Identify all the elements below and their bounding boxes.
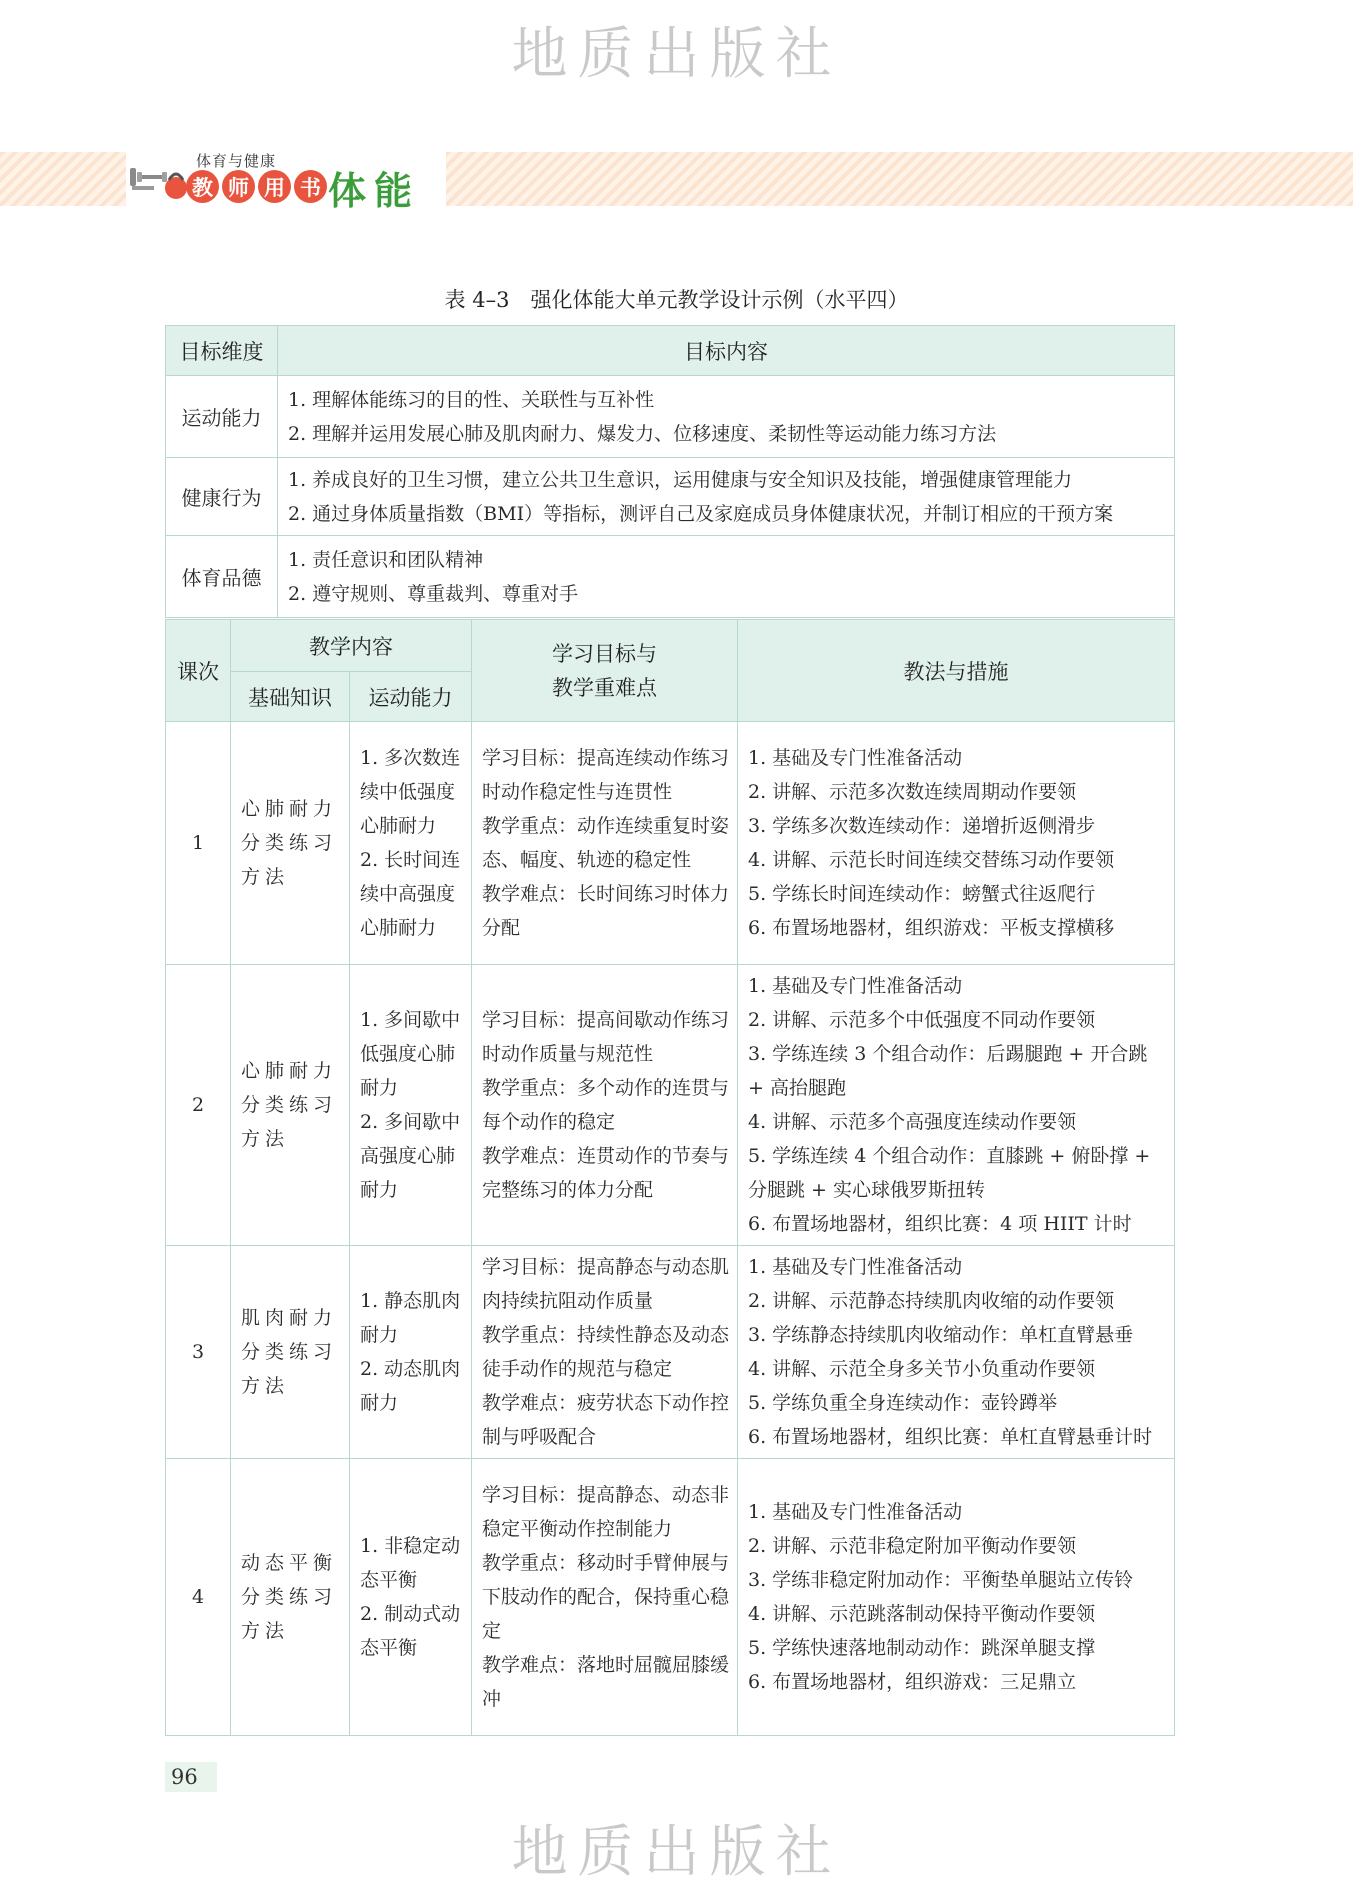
header-lesson: 课次 bbox=[166, 620, 231, 722]
publisher-watermark-bottom: 地质出版社 bbox=[511, 1820, 842, 1885]
goal-item: 1. 养成良好的卫生习惯，建立公共卫生意识，运用健康与安全知识及技能，增强健康管理能力 bbox=[288, 468, 1073, 491]
book-title: 体能 bbox=[328, 169, 421, 213]
header-method: 教法与措施 bbox=[738, 620, 1175, 722]
publisher-watermark-top: 地质出版社 bbox=[511, 22, 842, 87]
goal-item: 2. 通过身体质量指数（BMI）等指标，测评自己及家庭成员身体健康状况，并制订相应的干预方案 bbox=[288, 502, 1114, 525]
method-item: 4. 讲解、示范跳落制动保持平衡动作要领 bbox=[748, 1603, 1096, 1625]
goal-content bbox=[278, 536, 1175, 618]
method-item: 2. 讲解、示范静态持续肌肉收缩的动作要领 bbox=[748, 1290, 1115, 1312]
ability-item: 1. 多间歇中低强度心肺耐力 bbox=[360, 1009, 461, 1099]
header-basic-knowledge: 基础知识 bbox=[231, 672, 350, 722]
basic-knowledge: 动态平衡分类练习方法 bbox=[231, 1459, 350, 1736]
basic-knowledge: 心肺耐力分类练习方法 bbox=[231, 965, 350, 1246]
goal-line: 学习目标：提高静态、动态非稳定平衡动作控制能力 bbox=[482, 1484, 730, 1540]
header-motor-ability: 运动能力 bbox=[350, 672, 472, 722]
method-item: 3. 学练静态持续肌肉收缩动作：单杠直臂悬垂 bbox=[748, 1324, 1134, 1346]
teaching-method bbox=[738, 1246, 1175, 1459]
method-item: 3. 学练非稳定附加动作：平衡垫单腿站立传铃 bbox=[748, 1569, 1134, 1591]
goal-line: 学习目标：提高连续动作练习时动作稳定性与连贯性 bbox=[482, 747, 730, 803]
header-goal-content: 目标内容 bbox=[278, 326, 1175, 376]
method-item: 5. 学练连续 4 个组合动作：直膝跳 + 俯卧撑 + 分腿跳 + 实心球俄罗斯扭转 bbox=[748, 1145, 1151, 1201]
lesson-number: 2 bbox=[166, 965, 231, 1246]
method-item: 1. 基础及专门性准备活动 bbox=[748, 1256, 963, 1278]
table-row bbox=[166, 376, 1175, 458]
goal-item: 1. 责任意识和团队精神 bbox=[288, 548, 484, 571]
ability-item: 2. 长时间连续中高强度心肺耐力 bbox=[360, 849, 461, 939]
header-teaching-content: 教学内容 bbox=[231, 620, 472, 672]
method-item: 1. 基础及专门性准备活动 bbox=[748, 975, 963, 997]
goal-line: 教学重点：移动时手臂伸展与下肢动作的配合，保持重心稳定 bbox=[482, 1552, 730, 1642]
method-item: 4. 讲解、示范长时间连续交替练习动作要领 bbox=[748, 849, 1115, 871]
motor-ability bbox=[350, 1246, 472, 1459]
method-item: 4. 讲解、示范全身多关节小负重动作要领 bbox=[748, 1358, 1096, 1380]
method-item: 6. 布置场地器材，组织游戏：平板支撑横移 bbox=[748, 917, 1115, 939]
ability-item: 2. 制动式动态平衡 bbox=[360, 1603, 461, 1659]
series-subtitle: 体育与健康 bbox=[196, 152, 277, 170]
dumbbell-kettlebell-icon bbox=[128, 158, 188, 202]
table-row bbox=[166, 1459, 1175, 1736]
header-goal-dimension: 目标维度 bbox=[166, 326, 278, 376]
motor-ability bbox=[350, 1459, 472, 1736]
table-caption: 表 4–3 强化体能大单元教学设计示例（水平四） bbox=[444, 288, 909, 312]
motor-ability bbox=[350, 965, 472, 1246]
learning-goal bbox=[472, 1246, 738, 1459]
header-learning-goal: 学习目标与 教学重难点 bbox=[472, 620, 738, 722]
motor-ability bbox=[350, 722, 472, 965]
table-row bbox=[166, 536, 1175, 618]
ability-item: 1. 多次数连续中低强度心肺耐力 bbox=[360, 747, 461, 837]
goal-line: 学习目标：提高静态与动态肌肉持续抗阻动作质量 bbox=[482, 1256, 730, 1312]
teaching-method bbox=[738, 1459, 1175, 1736]
table-row bbox=[166, 1246, 1175, 1459]
ability-item: 1. 非稳定动态平衡 bbox=[360, 1535, 461, 1591]
ability-item: 2. 动态肌肉耐力 bbox=[360, 1358, 461, 1414]
page-number: 96 bbox=[165, 1762, 217, 1792]
method-item: 3. 学练连续 3 个组合动作：后踢腿跑 + 开合跳 + 高抬腿跑 bbox=[748, 1043, 1148, 1099]
table-row bbox=[166, 965, 1175, 1246]
method-item: 5. 学练负重全身连续动作：壶铃蹲举 bbox=[748, 1392, 1058, 1414]
goal-line: 教学重点：持续性静态及动态徒手动作的规范与稳定 bbox=[482, 1324, 730, 1380]
goal-item: 1. 理解体能练习的目的性、关联性与互补性 bbox=[288, 388, 655, 411]
table-row bbox=[166, 458, 1175, 536]
method-item: 1. 基础及专门性准备活动 bbox=[748, 1501, 963, 1523]
series-title-bubbles bbox=[186, 170, 327, 203]
method-item: 1. 基础及专门性准备活动 bbox=[748, 747, 963, 769]
learning-goal bbox=[472, 965, 738, 1246]
goal-content bbox=[278, 376, 1175, 458]
goal-dimension: 运动能力 bbox=[166, 376, 278, 458]
goal-line: 教学难点：连贯动作的节奏与完整练习的体力分配 bbox=[482, 1145, 730, 1201]
goal-dimension: 体育品德 bbox=[166, 536, 278, 618]
teaching-method bbox=[738, 722, 1175, 965]
goal-line: 教学重点：多个动作的连贯与每个动作的稳定 bbox=[482, 1077, 730, 1133]
method-item: 4. 讲解、示范多个高强度连续动作要领 bbox=[748, 1111, 1077, 1133]
teaching-method bbox=[738, 965, 1175, 1246]
goal-line: 教学难点：疲劳状态下动作控制与呼吸配合 bbox=[482, 1392, 730, 1448]
basic-knowledge: 肌肉耐力分类练习方法 bbox=[231, 1246, 350, 1459]
goal-item: 2. 理解并运用发展心肺及肌肉耐力、爆发力、位移速度、柔韧性等运动能力练习方法 bbox=[288, 422, 997, 445]
goal-line: 教学重点：动作连续重复时姿态、幅度、轨迹的稳定性 bbox=[482, 815, 730, 871]
goal-table bbox=[165, 325, 1175, 618]
method-item: 6. 布置场地器材，组织游戏：三足鼎立 bbox=[748, 1671, 1077, 1693]
lesson-number: 1 bbox=[166, 722, 231, 965]
learning-goal bbox=[472, 1459, 738, 1736]
lesson-table bbox=[165, 619, 1175, 1736]
ability-item: 2. 多间歇中高强度心肺耐力 bbox=[360, 1111, 461, 1201]
method-item: 6. 布置场地器材，组织比赛：4 项 HIIT 计时 bbox=[748, 1213, 1132, 1235]
title-bubble: 师 bbox=[222, 170, 255, 203]
lesson-number: 3 bbox=[166, 1246, 231, 1459]
ability-item: 1. 静态肌肉耐力 bbox=[360, 1290, 461, 1346]
table-row bbox=[166, 722, 1175, 965]
title-bubble: 用 bbox=[258, 170, 291, 203]
learning-goal bbox=[472, 722, 738, 965]
goal-line: 教学难点：长时间练习时体力分配 bbox=[482, 883, 730, 939]
title-bubble: 教 bbox=[186, 170, 219, 203]
method-item: 5. 学练长时间连续动作：螃蟹式往返爬行 bbox=[748, 883, 1096, 905]
method-item: 3. 学练多次数连续动作：递增折返侧滑步 bbox=[748, 815, 1096, 837]
goal-item: 2. 遵守规则、尊重裁判、尊重对手 bbox=[288, 582, 579, 605]
goal-line: 教学难点：落地时屈髋屈膝缓冲 bbox=[482, 1654, 730, 1710]
method-item: 5. 学练快速落地制动动作：跳深单腿支撑 bbox=[748, 1637, 1096, 1659]
goal-line: 学习目标：提高间歇动作练习时动作质量与规范性 bbox=[482, 1009, 730, 1065]
goal-dimension: 健康行为 bbox=[166, 458, 278, 536]
goal-content bbox=[278, 458, 1175, 536]
lesson-number: 4 bbox=[166, 1459, 231, 1736]
method-item: 2. 讲解、示范多次数连续周期动作要领 bbox=[748, 781, 1077, 803]
basic-knowledge: 心肺耐力分类练习方法 bbox=[231, 722, 350, 965]
title-bubble: 书 bbox=[294, 170, 327, 203]
method-item: 6. 布置场地器材，组织比赛：单杠直臂悬垂计时 bbox=[748, 1426, 1153, 1448]
method-item: 2. 讲解、示范多个中低强度不同动作要领 bbox=[748, 1009, 1096, 1031]
method-item: 2. 讲解、示范非稳定附加平衡动作要领 bbox=[748, 1535, 1077, 1557]
